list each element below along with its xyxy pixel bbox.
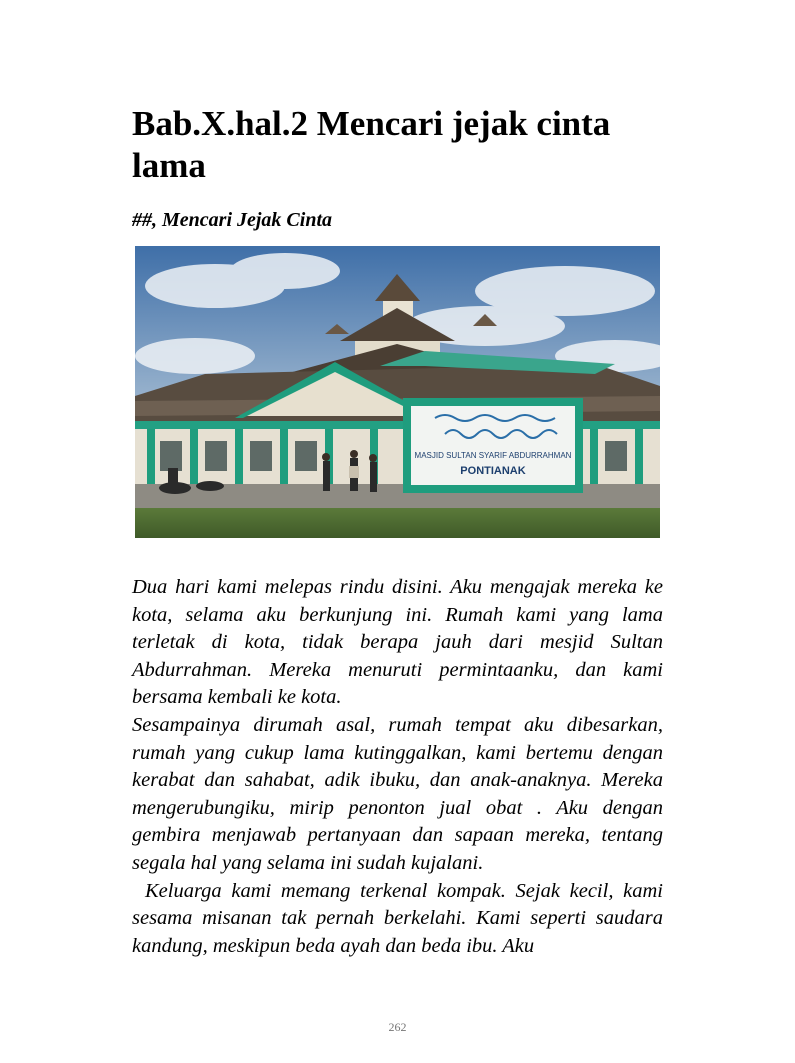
sign-text-line2: PONTIANAK: [460, 465, 526, 477]
section-subtitle: ##, Mencari Jejak Cinta: [132, 209, 333, 231]
sign-text-line1: MASJID SULTAN SYARIF ABDURRAHMAN: [414, 451, 572, 460]
chapter-title: Bab.X.hal.2 Mencari jejak cinta lama: [132, 104, 611, 185]
paragraph: Sesampainya dirumah asal, rumah tempat aku dibesarkan, rumah yang cukup lama kutinggalkan, kami bertemu dengan kerabat dan sahabat, adik ibuku, dan anak-anaknya. Mereka mengerubungiku, mirip penonton jual obat . Aku dengan gembira menjawab pertanyaan dan sapaan mereka, tentang segala hal yang selama ini sudah kujalani.: [132, 713, 663, 874]
paragraph: Keluarga kami memang terkenal kompak. Sejak kecil, kami sesama misanan tak pernah berkelahi. Kami seperti saudara kandung, meskipun beda ayah dan beda ibu. Aku: [132, 879, 663, 957]
mosque-photo: [135, 246, 660, 538]
page-number: 262: [388, 1020, 407, 1034]
body-text: [132, 574, 663, 960]
paragraph: Dua hari kami melepas rindu disini. Aku mengajak mereka ke kota, selama aku berkunjung ini. Rumah kami yang lama terletak di kota, tidak berapa jauh dari mesjid Sultan Abdurrahman. Mereka menuruti permintaanku, dan kami bersama kembali ke kota.: [132, 576, 663, 709]
